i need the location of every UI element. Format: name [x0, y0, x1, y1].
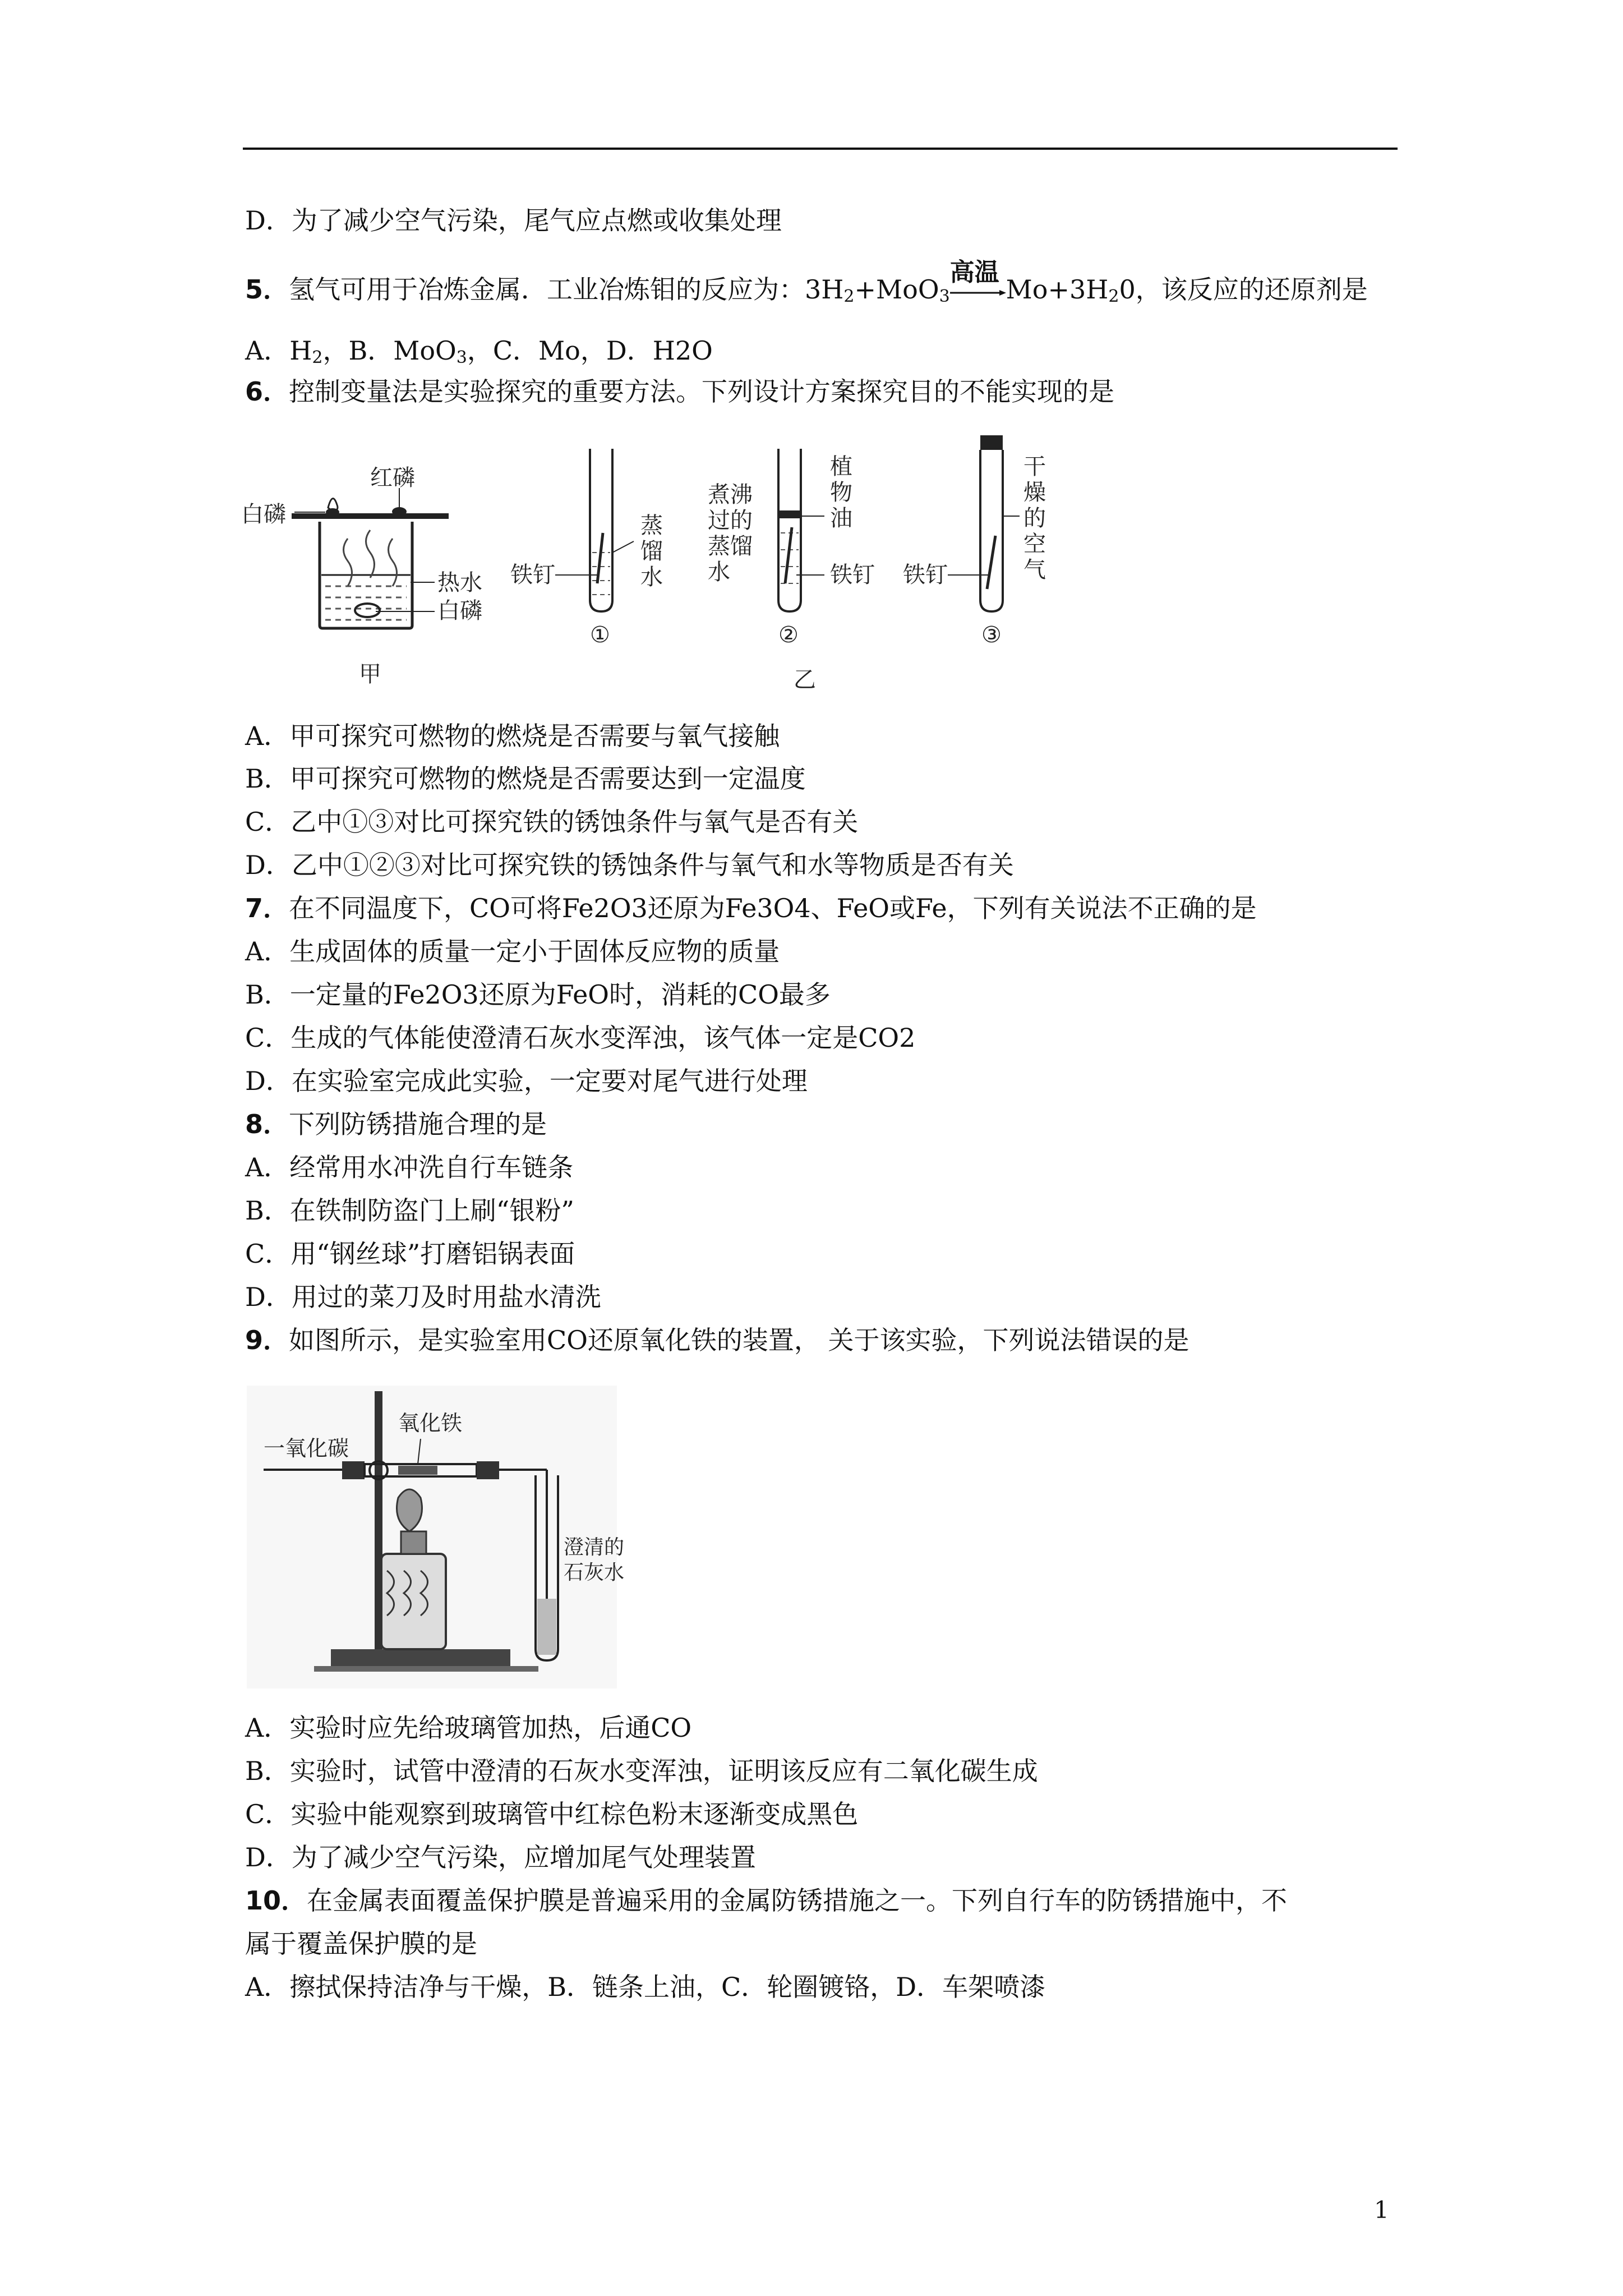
figure-jia: [241, 465, 482, 687]
label-white-phosphorus-bottom: 白磷: [437, 598, 482, 624]
q8-option-b: B．在铁制防盗门上刷“银粉”: [245, 1195, 574, 1226]
label-dry-air-4: 空: [1023, 531, 1046, 557]
page-number: 1: [1374, 2196, 1389, 2224]
q6-option-a: A．甲可探究可燃物的燃烧是否需要与氧气接触: [245, 721, 780, 751]
q9-option-d: D．为了减少空气污染，应增加尾气处理装置: [245, 1842, 756, 1872]
label-dry-air-3: 的: [1023, 505, 1046, 531]
q9-figure: [247, 1386, 625, 1688]
q9-option-c: C．实验中能观察到玻璃管中红棕色粉末逐渐变成黑色: [245, 1799, 859, 1829]
q5-options: A．$H_2$，B．MoO$_3$，C．Mo，D．H2O: [245, 335, 713, 367]
q7-option-a: A．生成固体的质量一定小于固体反应物的质量: [245, 936, 780, 967]
reaction-condition-label: 高温: [949, 258, 999, 287]
label-distilled-water-3: 水: [640, 564, 663, 590]
label-carbon-monoxide: 一氧化碳: [264, 1436, 349, 1461]
label-plant-oil-3: 油: [830, 505, 852, 531]
q9-number: 9．: [245, 1325, 289, 1355]
figure-tube-2: [708, 449, 875, 648]
label-nail-2: 铁钉: [830, 562, 875, 588]
figure-tube-3: [903, 435, 1046, 648]
q6-option-d: D．乙中①②③对比可探究铁的锈蚀条件与氧气和水等物质是否有关: [245, 850, 1014, 880]
figure-tube-1: [510, 449, 663, 648]
label-dry-air-5: 气: [1023, 557, 1046, 583]
label-boiled-water-4: 水: [708, 559, 730, 585]
q7-stem: 7．在不同温度下，CO可将Fe2O3还原为Fe3O4、FeO或Fe，下列有关说法不正确的是: [245, 893, 1257, 923]
q10-options: A．擦拭保持洁净与干燥，B．链条上油，C．轮圈镀铬，D．车架喷漆: [245, 1972, 1046, 2002]
label-nail-1: 铁钉: [510, 562, 555, 588]
label-distilled-water-1: 蒸: [640, 513, 663, 539]
q8-option-d: D．用过的菜刀及时用盐水清洗: [245, 1282, 601, 1312]
label-dry-air-1: 干: [1023, 454, 1046, 480]
label-tube-3: ③: [981, 622, 1002, 648]
q10-number: 10．: [245, 1885, 307, 1916]
label-dry-air-2: 燥: [1023, 480, 1046, 505]
q6-figure: [241, 432, 1060, 701]
q10-stem-line-1: 10．在金属表面覆盖保护膜是普遍采用的金属防锈措施之一。下列自行车的防锈措施中，不: [245, 1885, 1288, 1916]
q8-option-c: C．用“钢丝球”打磨铝锅表面: [245, 1239, 575, 1269]
label-yi: 乙: [794, 667, 816, 693]
q8-number: 8．: [245, 1109, 289, 1139]
q9-stem: 9．如图所示，是实验室用CO还原氧化铁的装置， 关于该实验，下列说法错误的是: [245, 1325, 1189, 1355]
q6-stem: 6．控制变量法是实验探究的重要方法。下列设计方案探究目的不能实现的是: [245, 376, 1115, 407]
q9-option-a: A．实验时应先给玻璃管加热，后通CO: [245, 1713, 692, 1743]
label-limewater-2: 石灰水: [564, 1561, 625, 1584]
q7-option-c: C．生成的气体能使澄清石灰水变浑浊，该气体一定是CO2: [245, 1023, 916, 1053]
q6-option-b: B．甲可探究可燃物的燃烧是否需要达到一定温度: [245, 763, 806, 794]
label-limewater-1: 澄清的: [564, 1536, 625, 1559]
label-white-phosphorus-left: 白磷: [241, 501, 286, 527]
header-rule: [243, 148, 1398, 150]
q7-option-d: D．在实验室完成此实验，一定要对尾气进行处理: [245, 1066, 808, 1096]
q6-option-c: C．乙中①③对比可探究铁的锈蚀条件与氧气是否有关: [245, 807, 859, 837]
q6-number: 6．: [245, 376, 289, 407]
q10-stem-line-2: 属于覆盖保护膜的是: [245, 1929, 477, 1959]
label-boiled-water-2: 过的: [708, 508, 753, 533]
label-jia: 甲: [359, 661, 381, 687]
label-distilled-water-2: 馏: [640, 539, 663, 564]
label-red-phosphorus: 红磷: [370, 465, 415, 491]
label-tube-1: ①: [590, 622, 610, 648]
q9-option-b: B．实验时，试管中澄清的石灰水变浑浊，证明该反应有二氧化碳生成: [245, 1756, 1038, 1786]
label-plant-oil-2: 物: [830, 480, 852, 505]
label-boiled-water-1: 煮沸: [708, 482, 753, 508]
label-nail-3: 铁钉: [903, 562, 948, 588]
q4-option-d: D．为了减少空气污染，尾气应点燃或收集处理: [245, 205, 782, 236]
label-plant-oil-1: 植: [830, 454, 852, 480]
q8-stem: 8．下列防锈措施合理的是: [245, 1109, 547, 1139]
label-iron-oxide: 氧化铁: [398, 1411, 463, 1435]
q7-option-b: B．一定量的Fe2O3还原为FeO时，消耗的CO最多: [245, 979, 831, 1010]
label-boiled-water-3: 蒸馏: [708, 533, 753, 559]
q5-number: 5．: [245, 274, 289, 305]
reaction-condition-arrow: [949, 258, 1006, 303]
q8-option-a: A．经常用水冲洗自行车链条: [245, 1152, 574, 1182]
label-hot-water: 热水: [437, 570, 482, 596]
label-tube-2: ②: [778, 622, 799, 648]
q7-number: 7．: [245, 893, 289, 923]
q5-stem: 5．氢气可用于冶炼金属．工业冶炼钼的反应为：$3H_2+MoO_3$ 高温 $Mo+3H_20$，该反应的还原剂是: [245, 273, 1368, 306]
